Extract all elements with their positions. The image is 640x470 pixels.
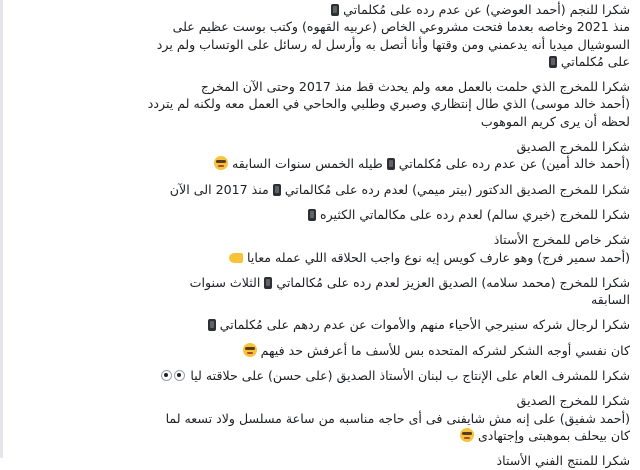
- mobile-phone-icon: [208, 319, 216, 331]
- paragraph-amin: [8, 138, 630, 173]
- text-line: شكرا للمخرج الذي حلمت بالعمل معه ولم يحدث قط منذ 2017 وحتى الآن المخرج: [200, 79, 630, 95]
- text-segment: الثلاث سنوات: [189, 274, 261, 290]
- mobile-phone-icon: [549, 56, 557, 68]
- mobile-phone-icon: [387, 158, 395, 170]
- paragraph-moussa: [8, 78, 630, 130]
- text-line: [8, 181, 630, 198]
- text-segment: شكرا للمخرج الصديق الدكتور (بيتر ميمي) لعدم رده على مُكالماتي: [284, 181, 630, 197]
- text-line: (أحمد خالد موسى) الذي طال إنتظاري وصبري وطلبي والحاحي في العمل معه ولكنه لم يتردد: [147, 96, 630, 112]
- grimacing-face-icon: [460, 428, 474, 442]
- text-line: منذ 2021 وخاصه بعدما فتحت مشروعي الخاص (عربيه القهوه) وكتب بوست عظيم على: [172, 19, 630, 35]
- paragraph-producer: [8, 452, 630, 469]
- text-segment: شكرا للمخرج (خيري سالم) لعدم رده على مكالماتي الكثيره: [319, 206, 630, 222]
- paragraph-hassan: [8, 367, 630, 384]
- text-line: لحظه أن يرى كريم الموهوب: [480, 113, 630, 129]
- paragraph-united: [8, 342, 630, 359]
- text-line: [8, 367, 630, 384]
- text-line: [8, 249, 630, 266]
- text-line: [8, 155, 630, 172]
- text-segment: كان بيحلف بموهبتى وإجتهادى: [477, 427, 630, 443]
- paragraph-khairy: [8, 206, 630, 223]
- paragraph-synergy: [8, 316, 630, 333]
- text-line: [8, 206, 630, 223]
- text-line: [8, 53, 630, 70]
- text-segment: منذ 2017 الى الآن: [169, 181, 269, 197]
- text-line: السوشيال ميديا أنه يدعمني ومن وقتها وأنا أتصل به وأرسل له رسائل على الوتساب ولم يرد: [156, 36, 630, 52]
- paragraph-farag: [8, 231, 630, 266]
- text-segment: طيله الخمس سنوات السابقه: [231, 156, 383, 172]
- mobile-phone-icon: [331, 4, 339, 16]
- text-segment: شكرا لرجال شركه سنيرجي الأحياء منهم والأموات عن عدم ردهم على مُكلماتي: [219, 317, 630, 333]
- text-line: شكرا للنجم (أحمد العوضي) عن عدم رده على مُكلماتي: [343, 2, 630, 17]
- mobile-phone-icon: [264, 277, 272, 289]
- text-line: شكرا للمنتج الفني الأستاذ: [496, 453, 630, 469]
- mobile-phone-icon: [273, 184, 281, 196]
- text-segment: كان نفسي أوجه الشكر لشركه المتحده بس للأسف ما أعرفش حد فيهم: [260, 342, 630, 358]
- pointing-hand-icon: [229, 253, 243, 263]
- text-line: [8, 427, 630, 444]
- text-line: السابقه: [590, 292, 630, 308]
- text-line: على مُكلماتي: [560, 53, 630, 69]
- text-segment: (أحمد سمير فرج) وهو عارف كويس إيه نوع واجب الحلاقه اللي عمله معايا: [247, 249, 630, 265]
- text-segment: شكرا للمشرف العام على الإنتاج ب لبنان الأستاذ الصديق (على حسن) على حلاقته ليا: [190, 368, 630, 384]
- text-line: [8, 1, 630, 18]
- text-line: (أحمد شفيق) على إنه مش شايفنى فى أى حاجه مناسبه من ساعة مسلسل ولاد تسعه لما: [165, 410, 630, 426]
- text-line: شكرا للمخرج الصديق: [516, 393, 630, 409]
- text-segment: (أحمد خالد أمين) عن عدم رده على مُكلماتي: [398, 156, 630, 172]
- mobile-phone-icon: [308, 209, 316, 221]
- text-segment: شكرا للمخرج (محمد سلامه) الصديق العزيز لعدم رده على مُكالماتي: [276, 274, 630, 290]
- eyes-icon: [160, 368, 186, 383]
- paragraph-salama: [8, 274, 630, 309]
- text-line: [8, 274, 630, 291]
- text-line: [8, 316, 630, 333]
- text-line: شكر خاص للمخرج الأستاذ: [493, 232, 630, 248]
- grimacing-face-icon: [243, 343, 257, 357]
- paragraph-shafik: [8, 392, 630, 444]
- grimacing-face-icon: [214, 156, 228, 170]
- paragraph-alawadi: [8, 1, 630, 70]
- text-line: [8, 342, 630, 359]
- paragraph-mimi: [8, 181, 630, 198]
- text-line: شكرا للمخرج الصديق: [516, 139, 630, 155]
